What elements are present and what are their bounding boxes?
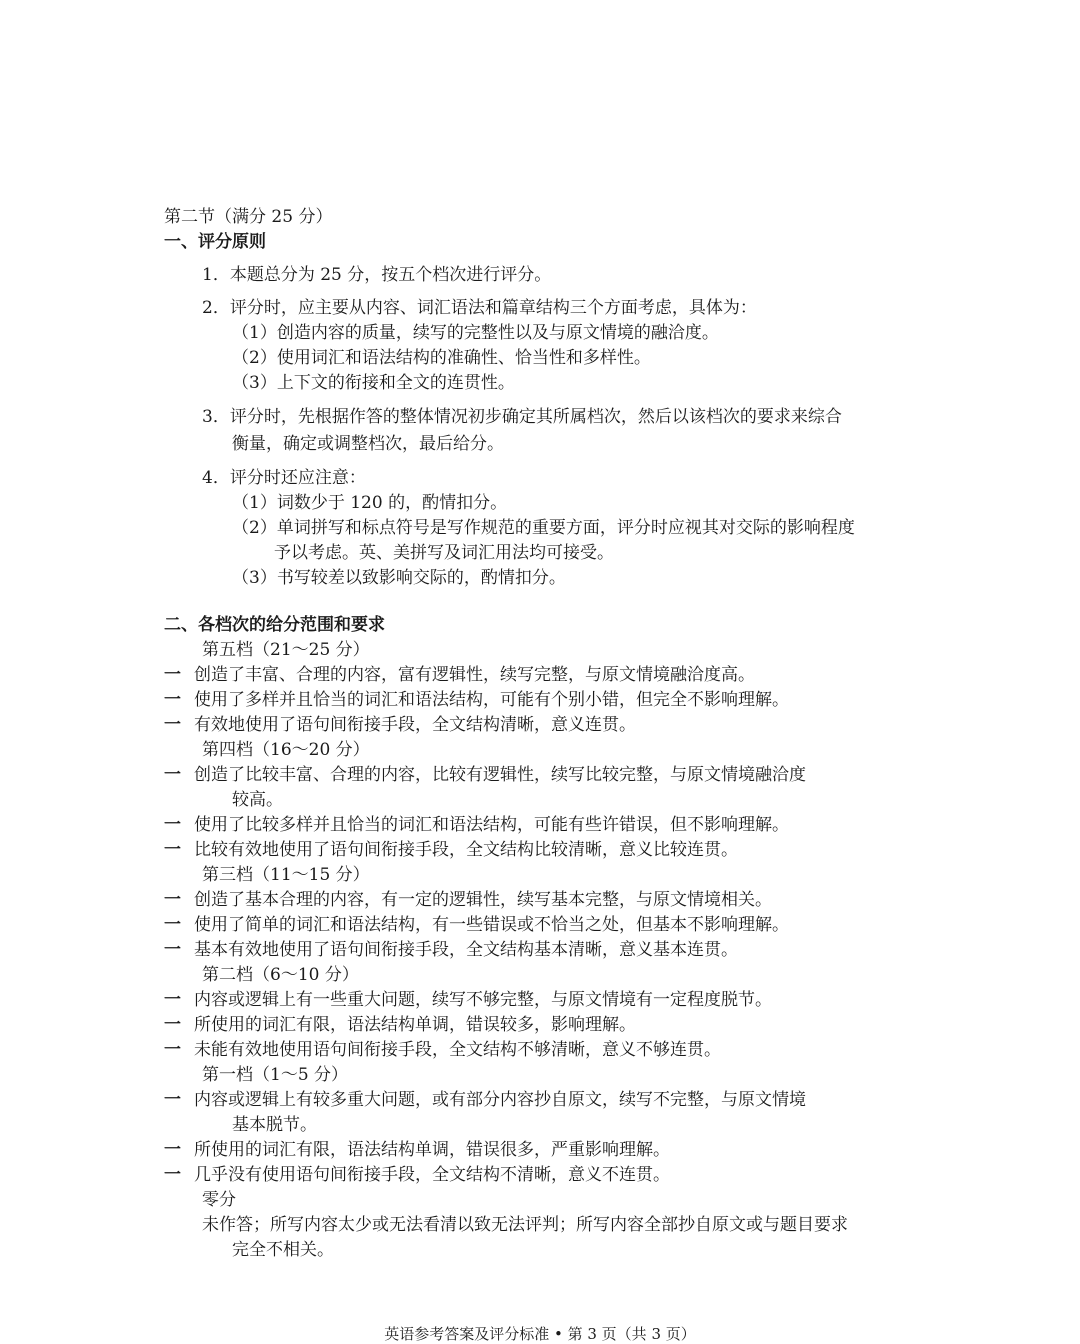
- principle-subitem: （3）上下文的衔接和全文的连贯性。: [232, 373, 515, 393]
- tier-zero: [164, 1188, 924, 1263]
- dash-bullet: 一: [164, 690, 181, 710]
- dash-bullet: 一: [164, 765, 181, 785]
- tier-label: 第一档（1～5 分）: [202, 1065, 349, 1085]
- tier-label: 第二档（6～10 分）: [202, 965, 359, 985]
- tier-requirement-continued: 基本脱节。: [232, 1115, 317, 1135]
- principle-item: 2．评分时，应主要从内容、词汇语法和篇章结构三个方面考虑，具体为：: [202, 298, 757, 318]
- tier-label: 零分: [202, 1190, 236, 1210]
- dash-bullet: 一: [164, 1015, 181, 1035]
- dash-bullet: 一: [164, 940, 181, 960]
- principle-item: 3．评分时，先根据作答的整体情况初步确定其所属档次，然后以该档次的要求来综合: [202, 407, 842, 427]
- principle-subitem: （2）使用词汇和语法结构的准确性、恰当性和多样性。: [232, 348, 651, 368]
- tier-requirement: 未能有效地使用语句间衔接手段，全文结构不够清晰，意义不够连贯。: [194, 1040, 721, 1060]
- dash-bullet: 一: [164, 665, 181, 685]
- principle-subitem: （3）书写较差以致影响交际的，酌情扣分。: [232, 568, 566, 588]
- dash-bullet: 一: [164, 990, 181, 1010]
- dash-bullet: 一: [164, 715, 181, 735]
- tier-label: 第三档（11～15 分）: [202, 865, 370, 885]
- tier-1: [164, 1063, 924, 1188]
- tier-requirement: 创造了丰富、合理的内容，富有逻辑性，续写完整，与原文情境融洽度高。: [194, 665, 755, 685]
- tier-requirement: 有效地使用了语句间衔接手段，全文结构清晰，意义连贯。: [194, 715, 636, 735]
- tier-2: [164, 963, 924, 1063]
- principle-item: 4．评分时还应注意：: [202, 468, 366, 488]
- principle-subitem: （2）单词拼写和标点符号是写作规范的重要方面，评分时应视其对交际的影响程度: [232, 518, 855, 538]
- dash-bullet: 一: [164, 840, 181, 860]
- tier-5: [164, 638, 924, 738]
- dash-bullet: 一: [164, 1165, 181, 1185]
- levels-heading: 二、各档次的给分范围和要求: [164, 615, 385, 635]
- tier-3: [164, 863, 924, 963]
- scoring-section: [164, 205, 924, 1263]
- tier-4: [164, 738, 924, 863]
- tier-requirement: 基本有效地使用了语句间衔接手段，全文结构基本清晰，意义基本连贯。: [194, 940, 738, 960]
- tier-label: 第五档（21～25 分）: [202, 640, 370, 660]
- zero-requirement: 未作答；所写内容太少或无法看清以致无法评判；所写内容全部抄自原文或与题目要求: [202, 1215, 848, 1235]
- dash-bullet: 一: [164, 1040, 181, 1060]
- principle-item: 1．本题总分为 25 分，按五个档次进行评分。: [202, 265, 552, 285]
- tier-requirement: 内容或逻辑上有一些重大问题，续写不够完整，与原文情境有一定程度脱节。: [194, 990, 772, 1010]
- zero-requirement-continued: 完全不相关。: [232, 1240, 334, 1260]
- tier-label: 第四档（16～20 分）: [202, 740, 370, 760]
- tier-requirement: 所使用的词汇有限，语法结构单调，错误很多，严重影响理解。: [194, 1140, 670, 1160]
- principles-list: [164, 263, 924, 591]
- principle-subitem-continued: 予以考虑。英、美拼写及词汇用法均可接受。: [274, 543, 614, 563]
- tier-requirement: 使用了多样并且恰当的词汇和语法结构，可能有个别小错，但完全不影响理解。: [194, 690, 789, 710]
- dash-bullet: 一: [164, 890, 181, 910]
- tier-requirement: 几乎没有使用语句间衔接手段，全文结构不清晰，意义不连贯。: [194, 1165, 670, 1185]
- tier-requirement: 所使用的词汇有限，语法结构单调，错误较多，影响理解。: [194, 1015, 636, 1035]
- tier-requirement: 创造了比较丰富、合理的内容，比较有逻辑性，续写比较完整，与原文情境融洽度: [194, 765, 806, 785]
- principle-subitem: （1）词数少于 120 的，酌情扣分。: [232, 493, 508, 513]
- dash-bullet: 一: [164, 1140, 181, 1160]
- dash-bullet: 一: [164, 1090, 181, 1110]
- principle-subitem: （1）创造内容的质量，续写的完整性以及与原文情境的融洽度。: [232, 323, 719, 343]
- principles-heading: 一、评分原则: [164, 232, 266, 252]
- tier-requirement: 内容或逻辑上有较多重大问题，或有部分内容抄自原文，续写不完整，与原文情境: [194, 1090, 806, 1110]
- tier-requirement: 创造了基本合理的内容，有一定的逻辑性，续写基本完整，与原文情境相关。: [194, 890, 772, 910]
- tier-requirement: 比较有效地使用了语句间衔接手段，全文结构比较清晰，意义比较连贯。: [194, 840, 738, 860]
- principle-item-continued: 衡量，确定或调整档次，最后给分。: [232, 434, 504, 454]
- dash-bullet: 一: [164, 815, 181, 835]
- section-title: 第二节（满分 25 分）: [164, 207, 333, 227]
- page-footer: 英语参考答案及评分标准 • 第 3 页（共 3 页）: [384, 1325, 696, 1343]
- tier-requirement: 使用了比较多样并且恰当的词汇和语法结构，可能有些许错误，但不影响理解。: [194, 815, 789, 835]
- tier-requirement-continued: 较高。: [232, 790, 283, 810]
- dash-bullet: 一: [164, 915, 181, 935]
- tier-requirement: 使用了简单的词汇和语法结构，有一些错误或不恰当之处，但基本不影响理解。: [194, 915, 789, 935]
